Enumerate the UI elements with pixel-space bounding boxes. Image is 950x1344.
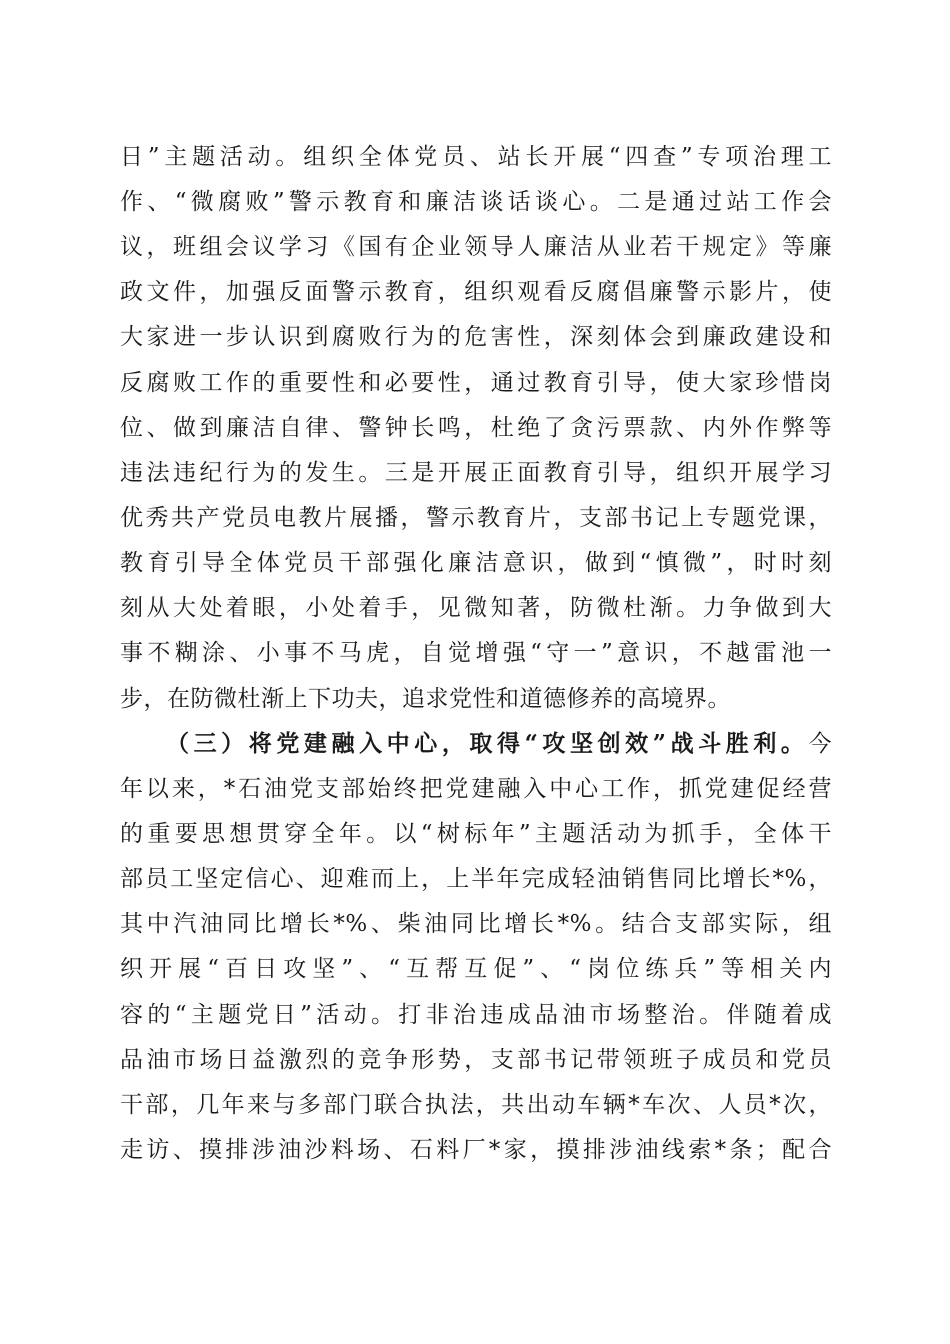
text-line: 大家进一步认识到腐败行为的危害性，深刻体会到廉政建设和 [120, 324, 832, 350]
text-line: 作、“微腐败”警示教育和廉洁谈话谈心。二是通过站工作会 [120, 189, 832, 215]
section-3-first-line-rest: 今 [808, 731, 832, 757]
text-line: 干部，几年来与多部门联合执法，共出动车辆*车次、人员*次， [120, 1092, 832, 1118]
text-line: 其中汽油同比增长*%、柴油同比增长*%。结合支部实际，组 [120, 911, 832, 937]
text-line: 反腐败工作的重要性和必要性，通过教育引导，使大家珍惜岗 [120, 370, 832, 396]
text-line: 织开展“百日攻坚”、“互帮互促”、“岗位练兵”等相关内 [120, 956, 832, 982]
text-line: 政文件，加强反面警示教育，组织观看反腐倡廉警示影片，使 [120, 279, 832, 305]
text-line: 日”主题活动。组织全体党员、站长开展“四查”专项治理工 [120, 144, 832, 170]
text-line: 步，在防微杜渐上下功夫，追求党性和道德修养的高境界。 [120, 686, 731, 712]
text-line: 优秀共产党员电教片展播，警示教育片，支部书记上专题党课， [120, 505, 832, 531]
text-line: 议，班组会议学习《国有企业领导人廉洁从业若干规定》等廉 [120, 234, 832, 260]
text-line: 教育引导全体党员干部强化廉洁意识，做到“慎微”，时时刻 [120, 550, 832, 576]
text-line: 违法违纪行为的发生。三是开展正面教育引导，组织开展学习 [120, 460, 832, 486]
text-line: 品油市场日益激烈的竞争形势，支部书记带领班子成员和党员 [120, 1047, 832, 1073]
text-line: 事不糊涂、小事不马虎，自觉增强“守一”意识，不越雷池一 [120, 640, 832, 666]
text-line: 刻从大处着眼，小处着手，见微知著，防微杜渐。力争做到大 [120, 595, 832, 621]
text-line: 走访、摸排涉油沙料场、石料厂*家，摸排涉油线索*条；配合 [120, 1137, 832, 1163]
text-line: 部员工坚定信心、迎难而上，上半年完成轻油销售同比增长*%， [120, 866, 832, 892]
text-line: 的重要思想贯穿全年。以“树标年”主题活动为抓手，全体干 [120, 821, 832, 847]
section-3-first-line [166, 722, 832, 766]
text-line: 容的“主题党日”活动。打非治违成品油市场整治。伴随着成 [120, 1002, 832, 1028]
section-3-heading: （三）将党建融入中心，取得“攻坚创效”战斗胜利。 [166, 730, 809, 757]
text-line: 年以来，*石油党支部始终把党建融入中心工作，抓党建促经营 [120, 776, 832, 802]
text-line: 位、做到廉洁自律、警钟长鸣，杜绝了贪污票款、内外作弊等 [120, 415, 832, 441]
